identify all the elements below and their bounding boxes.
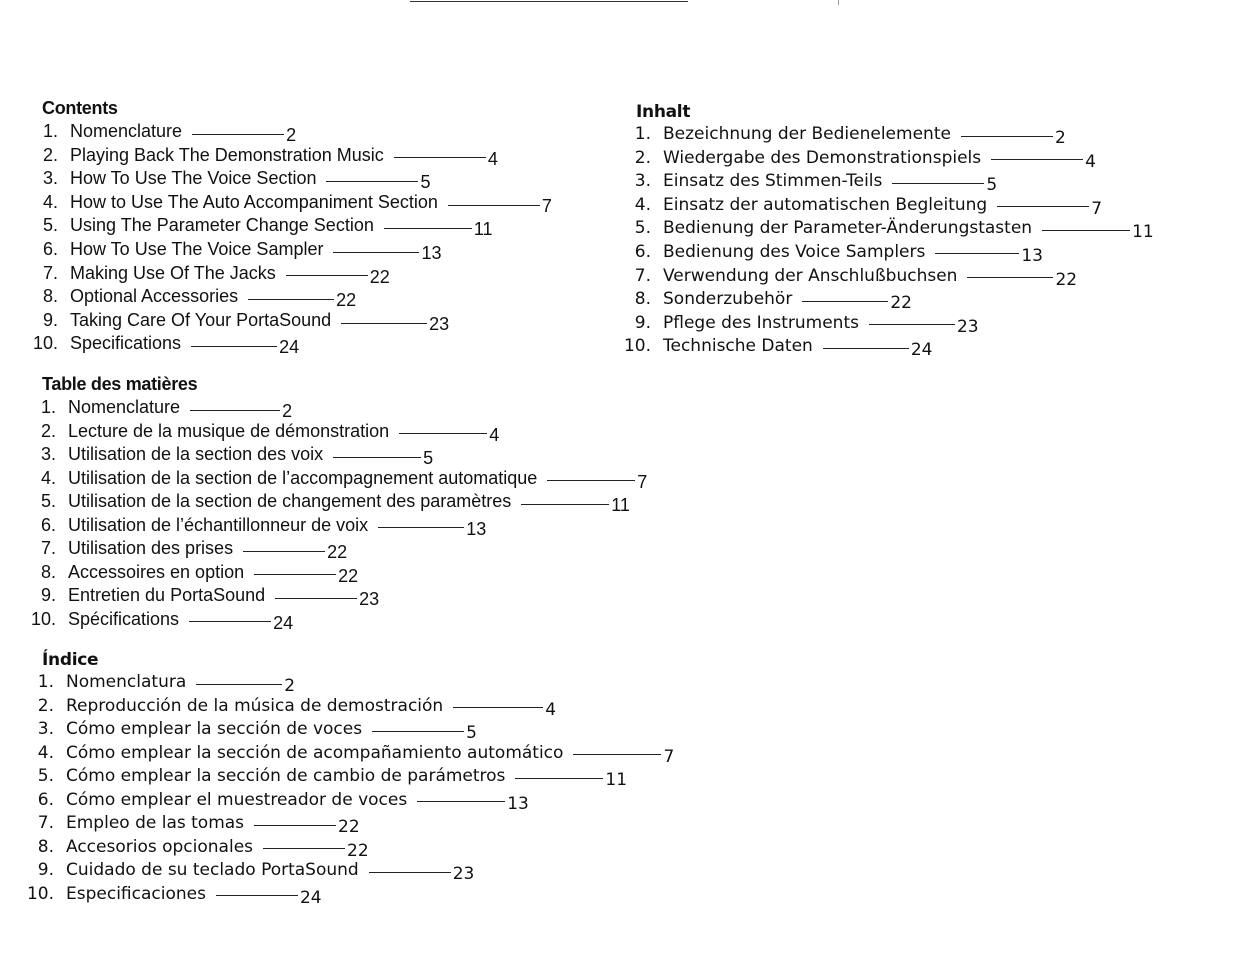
toc-entry-number: 2.: [40, 420, 56, 441]
toc-entry-title: Verwendung der Anschlußbuchsen: [663, 265, 958, 286]
toc-list: [30, 397, 648, 633]
toc-entry-title: Cómo emplear la sección de cambio de parámetros: [66, 766, 506, 786]
toc-entry-title: Utilisation des prises: [68, 538, 234, 558]
toc-entry-title: Taking Care Of Your PortaSound: [70, 309, 332, 330]
toc-entry-page-number: 13: [507, 793, 529, 814]
toc-entry-title: Utilisation de l’échantillonneur de voix: [68, 514, 369, 535]
toc-entry: [42, 262, 552, 287]
toc-entry-number: 3.: [37, 719, 54, 739]
toc-entry-number: 6.: [37, 789, 54, 810]
toc-entry-number: 5.: [634, 218, 651, 239]
toc-entry: [40, 444, 647, 468]
toc-entry-page-number: 11: [1132, 222, 1154, 243]
toc-entry-page-number: 13: [466, 518, 487, 539]
toc-entry: [634, 147, 1154, 172]
toc-leader-line: [448, 205, 540, 206]
toc-entry: [40, 491, 647, 515]
toc-entry-title: Specifications: [70, 333, 182, 354]
toc-leader-line: [394, 157, 486, 158]
toc-entry-number: 10.: [26, 883, 54, 904]
toc-entry: [634, 241, 1154, 266]
toc-entry-number: 7.: [42, 262, 58, 283]
toc-entry: [42, 191, 552, 216]
toc-leader-line: [263, 848, 345, 849]
toc-entry-page-number: 2: [284, 676, 296, 696]
toc-entry-page-number: 7: [637, 471, 648, 492]
toc-leader-line: [547, 480, 635, 481]
scan-mark: [838, 0, 839, 5]
toc-entry: [40, 585, 647, 609]
toc-entry-title: Spécifications: [68, 608, 180, 629]
toc-leader-line: [254, 825, 336, 826]
toc-entry-page-number: 22: [890, 293, 912, 314]
toc-entry-number: 9.: [40, 585, 56, 605]
toc-entry-page-number: 5: [420, 172, 431, 193]
toc-entry: [40, 467, 648, 492]
toc-entry-number: 5.: [42, 215, 58, 236]
toc-entry-page-number: 2: [1054, 128, 1066, 148]
toc-entry-title: Bedienung der Parameter-Änderungstasten: [663, 218, 1033, 239]
toc-entry-page-number: 11: [605, 770, 628, 790]
toc-list: [32, 121, 552, 358]
toc-leader-line: [961, 136, 1053, 137]
toc-entry-title: How To Use The Voice Section: [70, 168, 317, 189]
toc-entry: [37, 719, 674, 743]
toc-entry-title: Technische Daten: [663, 336, 813, 357]
toc-entry-title: Sonderzubehör: [663, 289, 793, 310]
toc-entry-page-number: 22: [336, 290, 357, 311]
toc-entry-page-number: 22: [347, 840, 369, 861]
section-heading: Contents: [42, 98, 118, 118]
toc-entry-number: 9.: [37, 860, 54, 880]
toc-leader-line: [326, 181, 418, 182]
toc-entry: [40, 397, 647, 421]
toc-entry-page-number: 24: [273, 612, 294, 633]
toc-leader-line: [935, 253, 1019, 254]
toc-entry-page-number: 5: [423, 448, 434, 468]
toc-entry-number: 3.: [42, 168, 58, 189]
toc-entry-page-number: 4: [489, 424, 500, 445]
toc-leader-line: [275, 598, 357, 599]
toc-entry-title: Cuidado de su teclado PortaSound: [66, 860, 359, 880]
toc-entry-page-number: 22: [338, 817, 360, 837]
toc-leader-line: [1042, 230, 1130, 231]
toc-entry-title: Utilisation de la section de changement des paramètres: [68, 491, 512, 511]
toc-entry-title: Wiedergabe des Demonstrationspiels: [663, 147, 982, 168]
toc-entry-number: 10.: [32, 333, 58, 354]
toc-entry-number: 8.: [634, 289, 651, 310]
toc-entry: [26, 883, 674, 908]
toc-entry-page-number: 7: [541, 195, 552, 216]
toc-entry-title: How to Use The Auto Accompaniment Section: [70, 191, 438, 212]
toc-entry-page-number: 5: [986, 175, 998, 196]
toc-entry-title: Utilisation de la section des voix: [68, 444, 324, 464]
toc-leader-line: [384, 228, 472, 229]
section-heading: Table des matières: [42, 374, 198, 394]
toc-entry-page-number: 4: [1085, 151, 1096, 172]
toc-entry-page-number: 11: [473, 219, 493, 240]
toc-entry-number: 5.: [40, 491, 56, 511]
toc-entry-number: 6.: [634, 241, 651, 262]
toc-entry: [634, 265, 1154, 290]
toc-leader-line: [967, 277, 1053, 278]
toc-leader-line: [521, 504, 609, 505]
toc-leader-line: [417, 801, 505, 802]
toc-entry: [42, 309, 552, 334]
toc-list: [26, 672, 675, 908]
toc-entry-title: Cómo emplear el muestreador de voces: [66, 789, 408, 810]
toc-entry: [40, 514, 647, 539]
toc-entry: [37, 860, 674, 884]
toc-leader-line: [243, 551, 325, 552]
toc-entry-page-number: 4: [545, 699, 557, 720]
toc-entry-page-number: 22: [1055, 269, 1078, 290]
toc-entry-title: Accessoires en option: [68, 561, 245, 582]
toc-leader-line: [190, 410, 280, 411]
toc-entry-title: Einsatz der automatischen Begleitung: [663, 194, 988, 215]
toc-entry-title: Especificaciones: [66, 883, 206, 904]
toc-entry-number: 2.: [42, 144, 58, 165]
toc-entry-title: Einsatz des Stimmen-Teils: [663, 171, 883, 192]
toc-entry: [42, 286, 552, 311]
toc-leader-line: [453, 707, 543, 708]
toc-entry-title: Pflege des Instruments: [663, 312, 859, 333]
toc-entry-page-number: 4: [487, 148, 498, 169]
toc-entry: [634, 171, 1154, 196]
toc-entry-number: 7.: [37, 813, 54, 833]
toc-entry-number: 4.: [42, 191, 58, 212]
toc-entry-number: 1.: [634, 124, 651, 144]
toc-entry-page-number: 23: [956, 316, 979, 337]
toc-entry-page-number: 22: [327, 542, 348, 562]
toc-entry-title: Lecture de la musique de démonstration: [68, 420, 390, 441]
section-heading: Inhalt: [636, 102, 691, 122]
toc-entry: [37, 672, 674, 696]
toc-entry-number: 1.: [42, 121, 58, 141]
toc-leader-line: [573, 754, 661, 755]
section-heading: Índice: [42, 650, 99, 670]
toc-entry-number: 10.: [30, 608, 56, 629]
contents-section-french: [30, 374, 648, 633]
toc-entry-number: 7.: [40, 538, 56, 558]
contents-section-spanish: [26, 650, 675, 908]
toc-entry-title: Nomenclature: [68, 397, 181, 417]
toc-entry-number: 4.: [634, 194, 651, 215]
toc-entry: [42, 144, 552, 169]
toc-entry: [42, 168, 552, 193]
toc-entry-number: 4.: [40, 467, 56, 488]
toc-leader-line: [892, 183, 984, 184]
toc-entry-title: Reproducción de la música de demostración: [66, 695, 444, 716]
toc-entry-title: Playing Back The Demonstration Music: [70, 144, 384, 165]
contents-section-english: [32, 98, 552, 358]
toc-entry: [634, 312, 1154, 337]
toc-leader-line: [248, 299, 334, 300]
toc-entry-title: Cómo emplear la sección de acompañamiento automático: [66, 742, 564, 763]
toc-entry-number: 6.: [42, 238, 58, 259]
toc-entry-number: 1.: [40, 397, 56, 417]
toc-leader-line: [333, 252, 419, 253]
toc-leader-line: [216, 895, 298, 896]
toc-list: [623, 124, 1154, 361]
toc-entry: [42, 215, 552, 240]
toc-entry-number: 3.: [40, 444, 56, 464]
toc-entry-title: Utilisation de la section de l’accompagnement automatique: [68, 467, 538, 488]
toc-leader-line: [189, 621, 271, 622]
toc-entry-title: Nomenclature: [70, 121, 183, 141]
toc-entry-page-number: 24: [910, 340, 933, 361]
toc-leader-line: [991, 159, 1083, 160]
toc-entry-title: How To Use The Voice Sampler: [70, 238, 324, 259]
toc-entry-number: 8.: [37, 836, 54, 857]
toc-leader-line: [515, 778, 603, 779]
toc-entry-page-number: 7: [663, 746, 675, 767]
toc-entry-page-number: 13: [421, 242, 442, 263]
toc-entry-page-number: 24: [279, 337, 300, 358]
toc-entry-number: 6.: [40, 514, 56, 535]
toc-entry-number: 8.: [42, 286, 58, 307]
toc-entry: [37, 742, 675, 767]
toc-entry-page-number: 2: [286, 125, 297, 145]
toc-entry-title: Bedienung des Voice Samplers: [663, 241, 926, 262]
toc-entry: [37, 766, 674, 790]
toc-entry-number: 3.: [634, 171, 651, 192]
toc-entry-title: Empleo de las tomas: [66, 813, 245, 833]
toc-entry-number: 4.: [37, 742, 54, 763]
toc-leader-line: [369, 872, 451, 873]
toc-leader-line: [196, 684, 282, 685]
toc-leader-line: [372, 731, 464, 732]
toc-entry: [37, 789, 674, 814]
toc-entry-page-number: 13: [1021, 245, 1043, 266]
toc-entry-number: 9.: [634, 312, 651, 333]
toc-leader-line: [254, 574, 336, 575]
toc-leader-line: [823, 348, 909, 349]
toc-entry-page-number: 7: [1091, 198, 1103, 219]
toc-entry: [37, 813, 674, 837]
toc-entry-title: Cómo emplear la sección de voces: [66, 719, 363, 739]
toc-entry-number: 2.: [37, 695, 54, 716]
toc-entry: [42, 121, 552, 145]
toc-entry: [37, 836, 674, 861]
toc-entry-number: 2.: [634, 147, 651, 168]
toc-entry-page-number: 11: [611, 495, 630, 515]
toc-leader-line: [869, 324, 955, 325]
toc-entry-title: Optional Accessories: [70, 286, 239, 307]
toc-entry-title: Making Use Of The Jacks: [70, 262, 276, 283]
toc-leader-line: [378, 527, 464, 528]
toc-entry: [634, 218, 1154, 243]
toc-leader-line: [191, 346, 277, 347]
toc-entry: [42, 238, 552, 263]
toc-entry-number: 9.: [42, 309, 58, 330]
toc-entry: [32, 333, 552, 358]
toc-entry-title: Accesorios opcionales: [66, 836, 254, 857]
toc-leader-line: [333, 457, 421, 458]
toc-entry-page-number: 24: [299, 887, 322, 908]
toc-entry: [30, 608, 647, 633]
toc-leader-line: [399, 433, 487, 434]
toc-entry: [40, 561, 647, 586]
top-rule: [410, 1, 688, 2]
toc-entry: [634, 124, 1154, 148]
toc-entry-page-number: 23: [359, 589, 380, 609]
toc-entry-page-number: 5: [466, 723, 477, 743]
toc-entry-title: Entretien du PortaSound: [68, 585, 266, 605]
toc-entry: [623, 336, 1154, 361]
toc-entry-title: Bezeichnung der Bedienelemente: [663, 124, 951, 144]
toc-leader-line: [192, 134, 284, 135]
toc-entry: [40, 538, 647, 562]
toc-entry-title: Nomenclatura: [66, 672, 187, 692]
toc-entry-number: 10.: [623, 336, 651, 357]
toc-entry-page-number: 22: [369, 266, 390, 287]
toc-entry-page-number: 23: [429, 313, 450, 334]
toc-entry-number: 8.: [40, 561, 56, 582]
toc-leader-line: [802, 301, 888, 302]
toc-leader-line: [286, 275, 368, 276]
toc-entry-page-number: 2: [282, 401, 293, 421]
toc-entry: [37, 695, 674, 720]
toc-entry: [634, 194, 1154, 219]
toc-entry: [634, 289, 1154, 314]
toc-leader-line: [341, 323, 427, 324]
toc-entry: [40, 420, 647, 445]
toc-entry-number: 1.: [37, 672, 54, 692]
toc-entry-title: Using The Parameter Change Section: [70, 215, 374, 236]
contents-section-german: [623, 102, 1154, 361]
toc-leader-line: [997, 206, 1089, 207]
toc-entry-number: 5.: [37, 766, 54, 786]
toc-entry-page-number: 23: [452, 864, 475, 884]
toc-entry-number: 7.: [634, 265, 651, 286]
toc-entry-page-number: 22: [338, 565, 359, 586]
